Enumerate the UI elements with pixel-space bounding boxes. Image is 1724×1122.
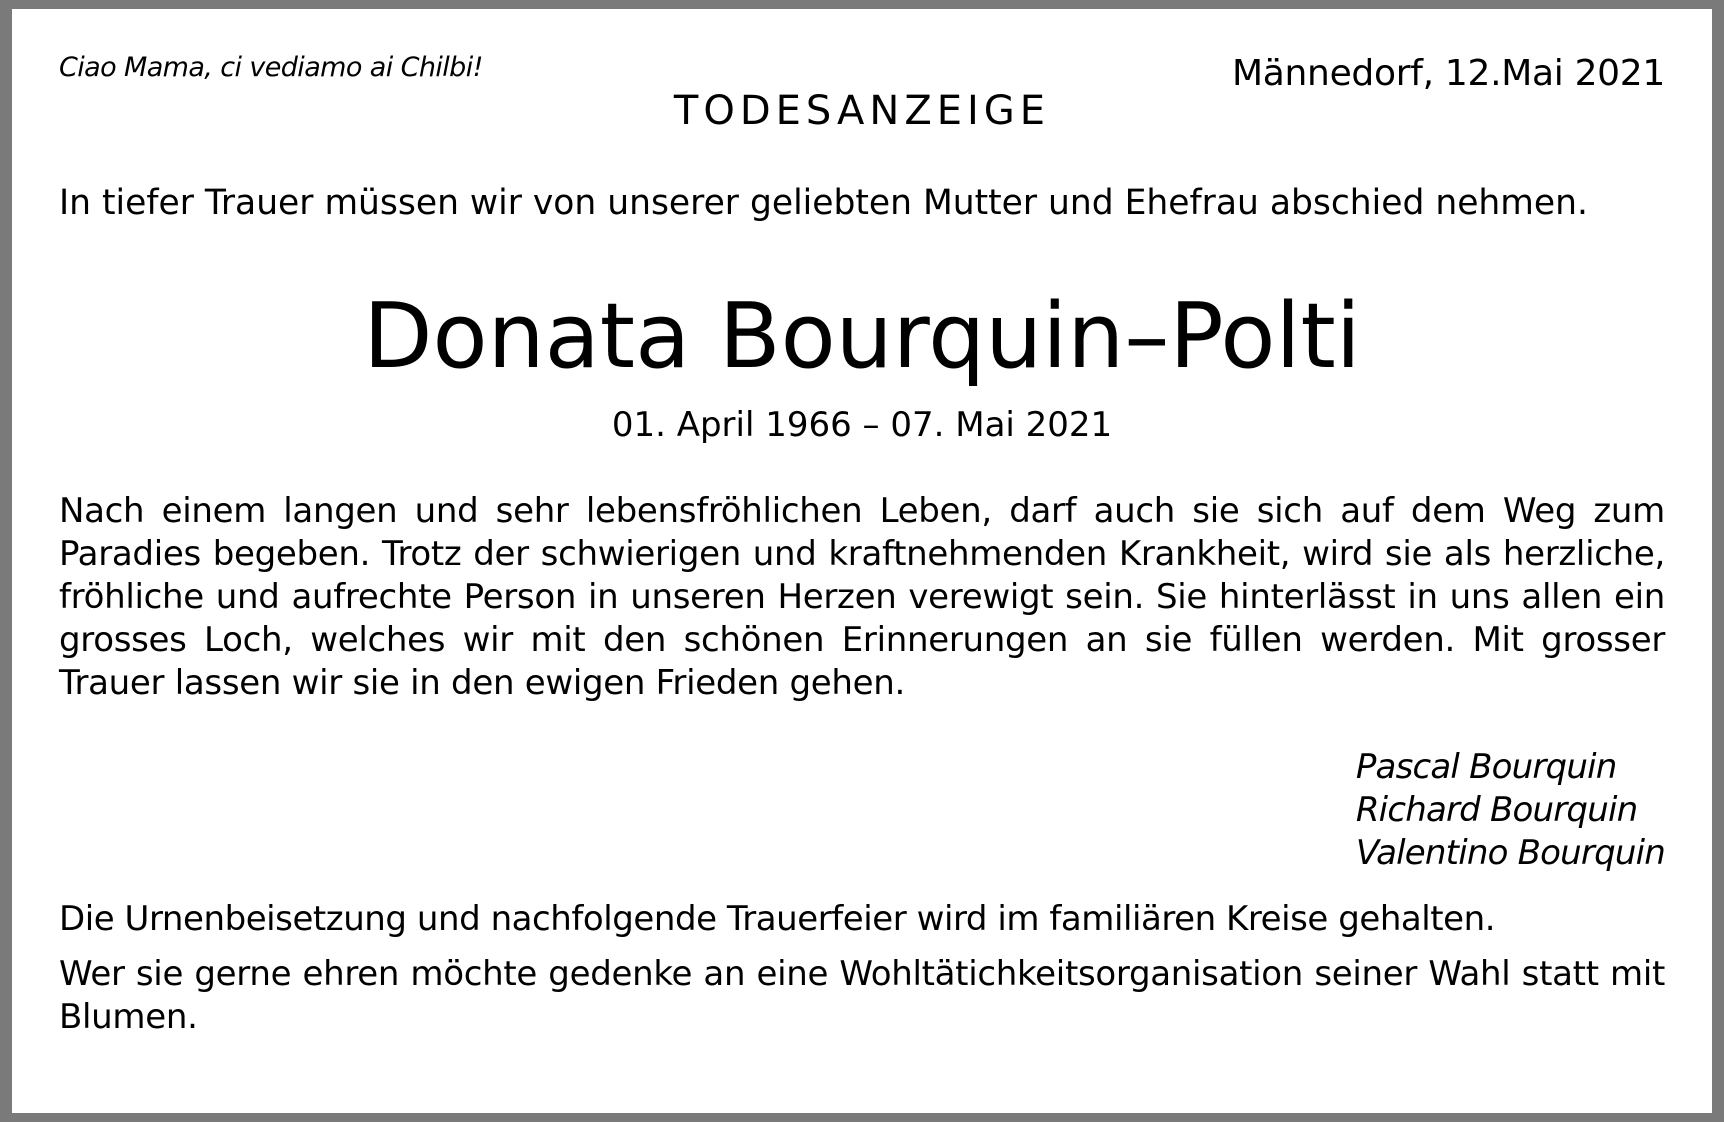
intro-text: In tiefer Trauer müssen wir von unserer geliebten Mutter und Ehefrau abschied nehmen. <box>59 183 1588 223</box>
signatory-name: Richard Bourquin <box>1355 790 1638 830</box>
signatories <box>1356 746 1665 875</box>
tribute-text: Nach einem langen und sehr lebensfröhlichen Leben, darf auch sie sich auf dem Weg zum Paradies begeben. Trotz der schwierigen und kraftnehmenden Krankheit, wird sie als herzliche, fröhliche und aufrechte Person in unseren Herzen verewigt sein. Sie hinterlässt in uns allen ein grosses Loch, welches wir mit den schönen Erinnerungen an sie füllen werden. Mit grosser Trauer lassen wir sie in den ewigen Frieden gehen. <box>59 491 1665 703</box>
frame-border-bottom <box>0 1113 1724 1122</box>
greeting-text: Ciao Mama, ci vediamo ai Chilbi! <box>59 52 483 83</box>
funeral-info: Die Urnenbeisetzung und nachfolgende Trauerfeier wird im familiären Kreise gehalten. <box>59 899 1496 939</box>
notice-heading: TODESANZEIGE <box>673 88 1051 134</box>
signatory-name: Pascal Bourquin <box>1355 747 1617 787</box>
frame-border-left <box>0 0 12 1122</box>
donation-info: Wer sie gerne ehren möchte gedenke an eine Wohltätichkeitsorganisation seiner Wahl statt mit Blumen. <box>59 954 1665 1037</box>
frame-border-right <box>1712 0 1724 1122</box>
life-dates: 01. April 1966 – 07. Mai 2021 <box>611 405 1113 445</box>
place-date: Männedorf, 12.Mai 2021 <box>1232 53 1665 94</box>
deceased-name: Donata Bourquin–Polti <box>363 284 1361 389</box>
frame-border-top <box>0 0 1724 9</box>
signatory-name: Valentino Bourquin <box>1355 833 1665 873</box>
